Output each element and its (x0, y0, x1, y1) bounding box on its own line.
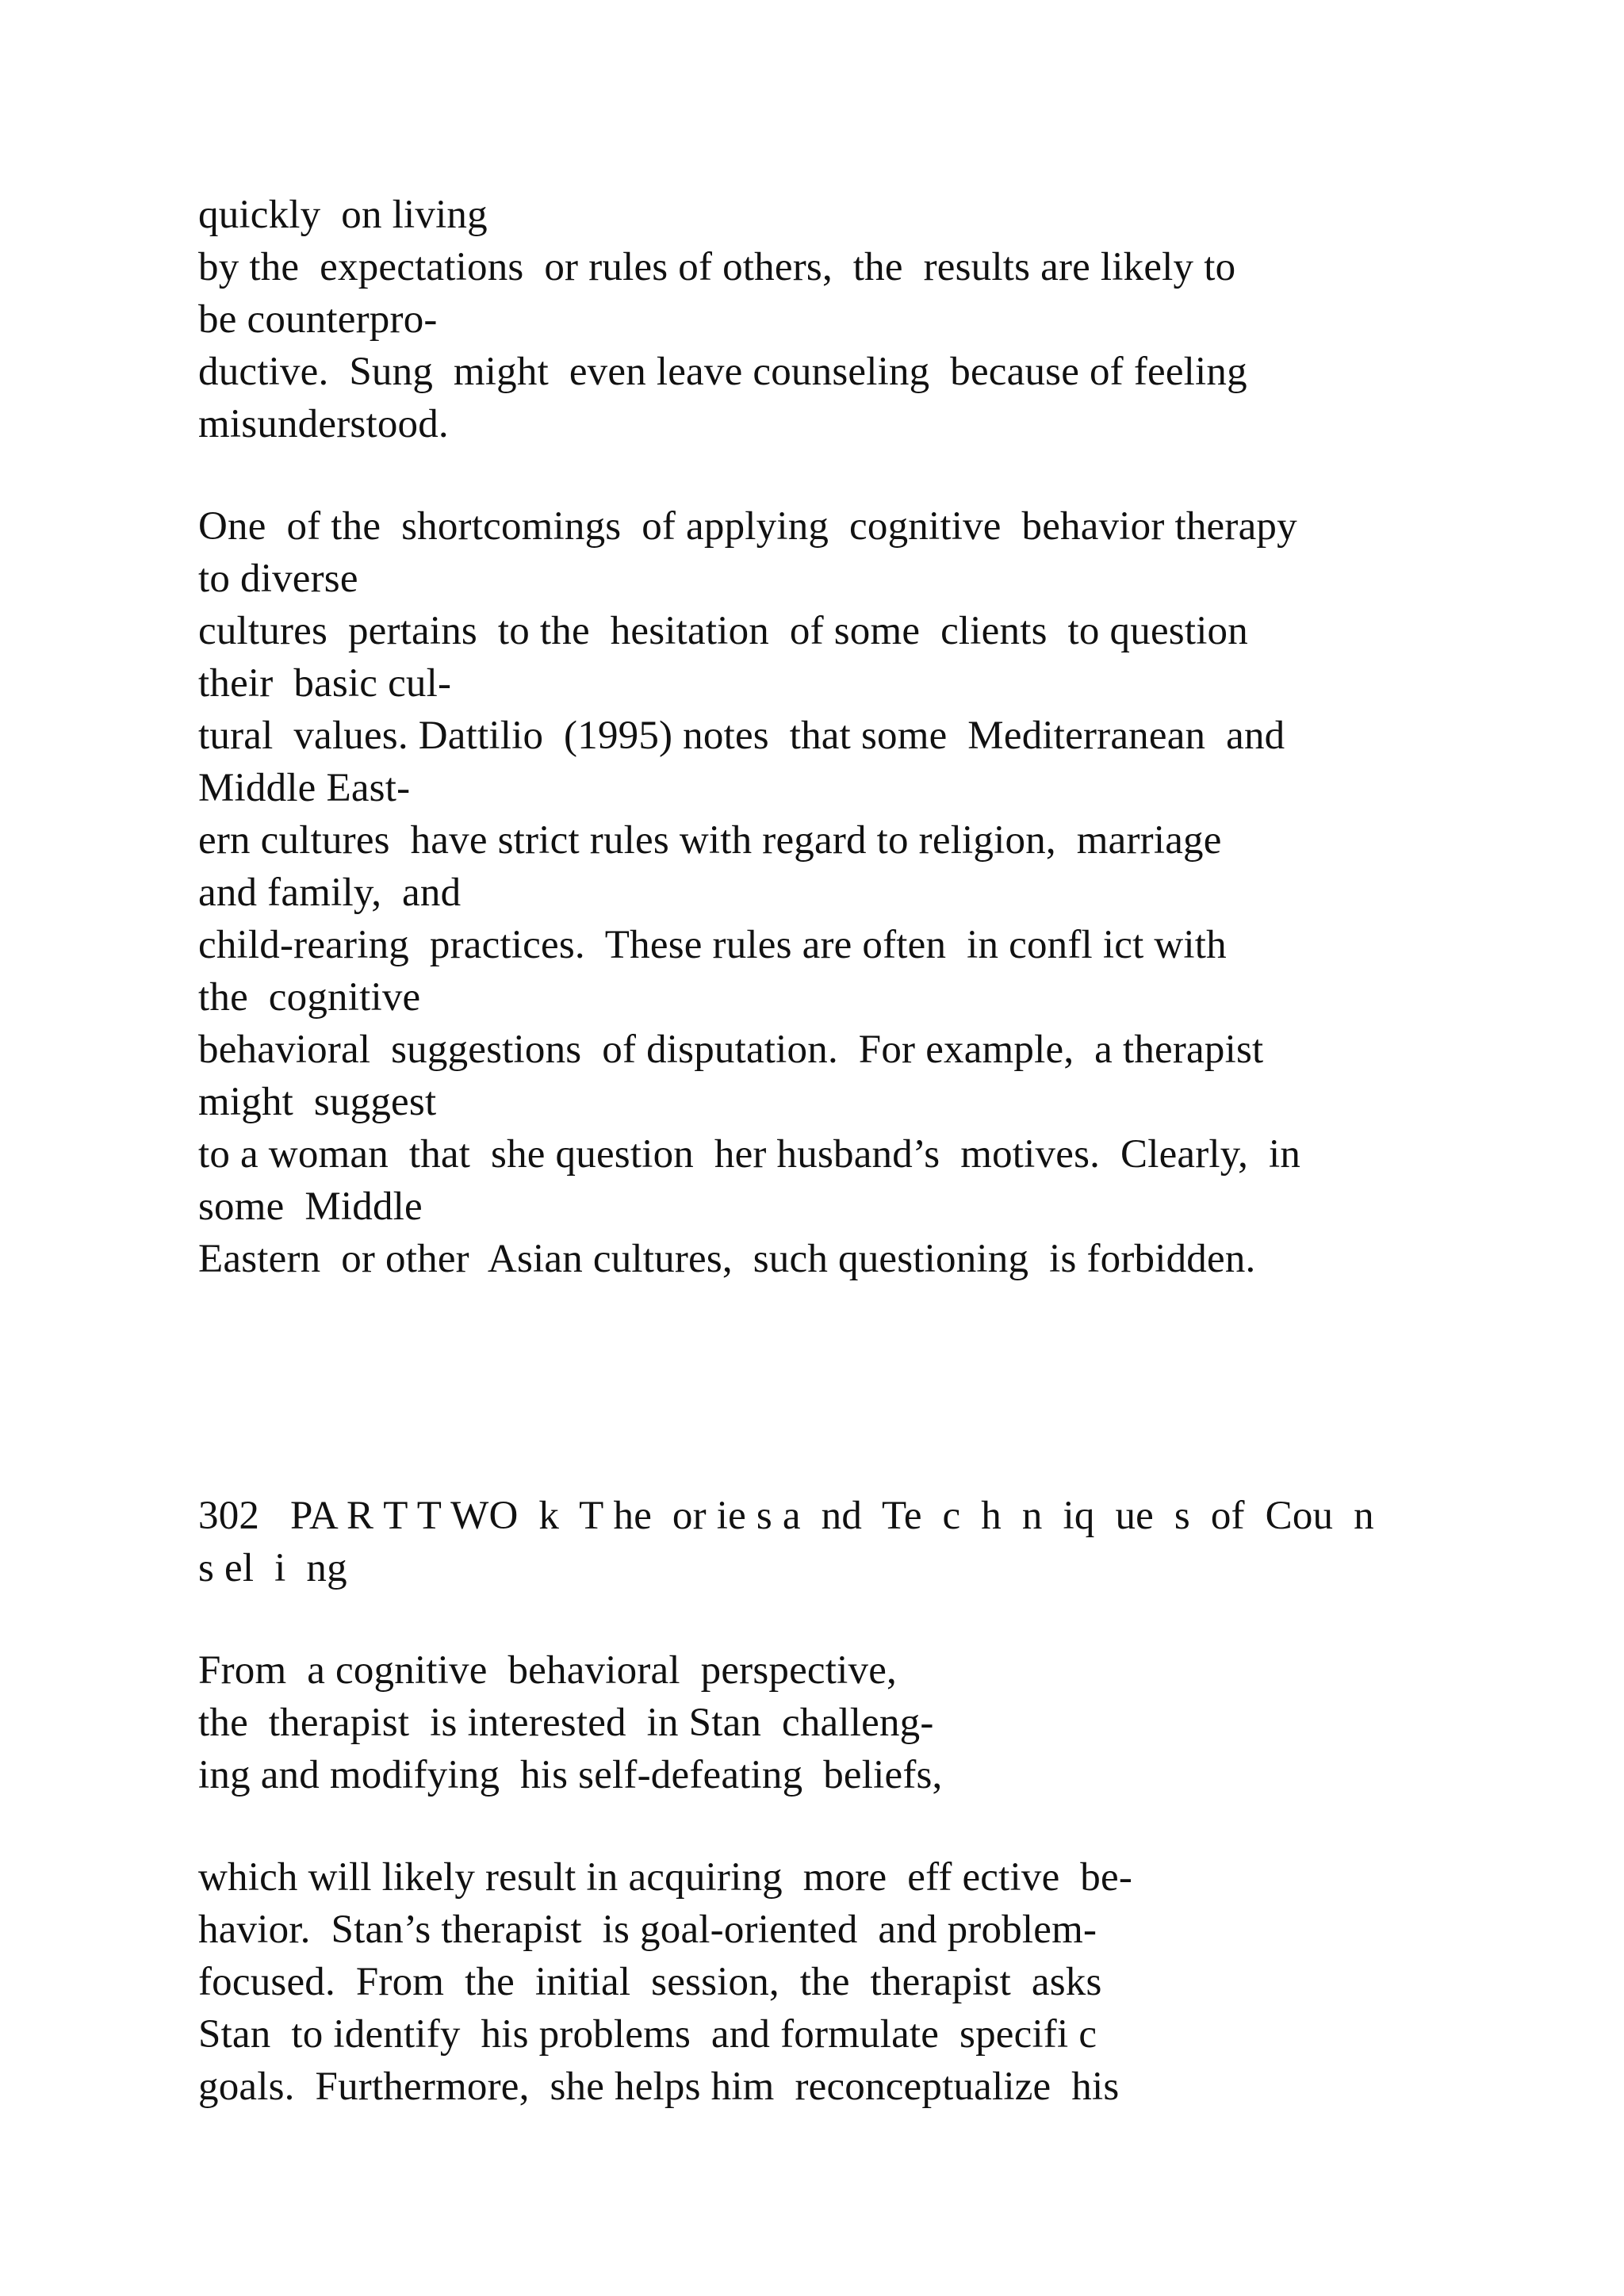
paragraph-goals (198, 1851, 1435, 2113)
text-line: ern cultures have strict rules with regard to religion, marriage (198, 818, 1222, 863)
text-line: focused. From the initial session, the therapist asks (198, 1960, 1102, 2004)
text-line: Eastern or other Asian cultures, such questioning is forbidden. (198, 1237, 1256, 1281)
text-line: some Middle (198, 1184, 423, 1229)
text-line: goals. Furthermore, she helps him reconceptualize his (198, 2064, 1120, 2109)
text-line: the cognitive (198, 975, 421, 1020)
text-line: quickly on living (198, 193, 488, 237)
text-line: cultures pertains to the hesitation of some clients to question (198, 609, 1248, 653)
paragraph-shortcomings (198, 500, 1435, 1285)
text-line: child-rearing practices. These rules are often in confl ict with (198, 923, 1227, 967)
text-line: Stan to identify his problems and formulate specifi c (198, 2012, 1097, 2057)
text-line: be counterpro- (198, 297, 438, 342)
paragraph-gap (198, 450, 1435, 500)
text-line: From a cognitive behavioral perspective, (198, 1648, 897, 1693)
text-line: their basic cul- (198, 661, 452, 706)
text-line: by the expectations or rules of others, the results are likely to (198, 245, 1236, 289)
header-line: s el i ng (198, 1546, 347, 1590)
text-line: misunderstood. (198, 402, 449, 446)
text-line: tural values. Dattilio (1995) notes that some Mediterranean and (198, 714, 1285, 758)
text-line: One of the shortcomings of applying cognitive behavior therapy (198, 504, 1297, 549)
paragraph-perspective (198, 1644, 1435, 1801)
running-header (198, 1490, 1435, 1594)
text-line: behavioral suggestions of disputation. For example, a therapist (198, 1027, 1264, 1072)
text-line: havior. Stan’s therapist is goal-oriented and problem- (198, 1908, 1097, 1952)
text-line: to diverse (198, 557, 358, 601)
text-line: might suggest (198, 1080, 437, 1124)
paragraph-gap (198, 1594, 1435, 1644)
text-line: ductive. Sung might even leave counseling because of feeling (198, 350, 1247, 394)
text-line: Middle East- (198, 766, 411, 810)
text-line: to a woman that she question her husband’s motives. Clearly, in (198, 1132, 1301, 1177)
text-line: the therapist is interested in Stan challeng- (198, 1701, 934, 1745)
text-line: which will likely result in acquiring more eff ective be- (198, 1855, 1133, 1900)
paragraph-gap (198, 1801, 1435, 1851)
header-line: 302 PA R T T WO k T he or ie s a nd Te c h n iq ue s of Cou n (198, 1494, 1374, 1538)
text-line: ing and modifying his self-defeating beliefs, (198, 1753, 943, 1797)
document-page (198, 189, 1435, 2113)
paragraph-sung (198, 189, 1435, 450)
text-line: and family, and (198, 871, 462, 915)
page-break-gap (198, 1285, 1435, 1490)
